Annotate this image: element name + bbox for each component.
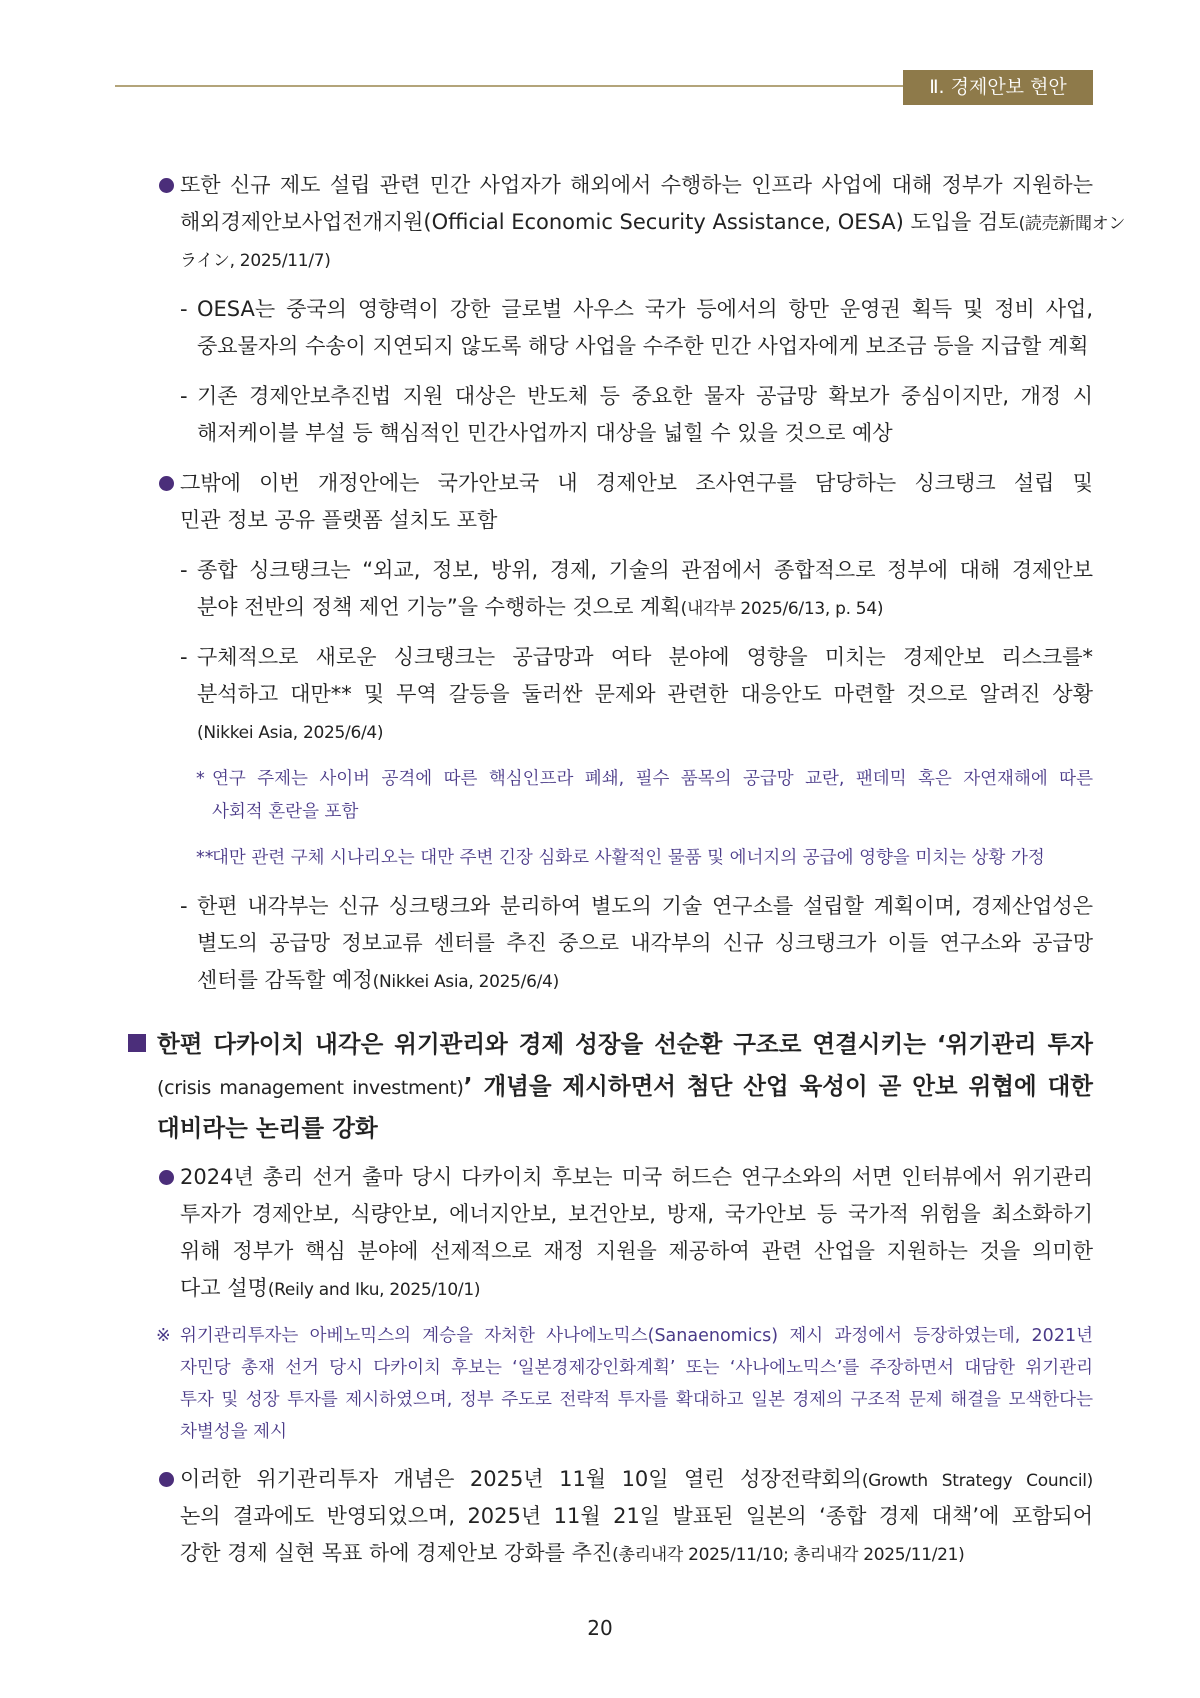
line-text: OESA는 중국의 영향력이 강한 글로벌 사우스 국가 등에서의 항만 운영권 획득 및 정비 사업, [197, 297, 1093, 321]
text-line [180, 167, 1093, 204]
line-text: 투자가 경제안보, 식량안보, 에너지안보, 보건안보, 방재, 국가안보 등 국가적 위험을 최소화하기 [180, 1202, 1093, 1226]
refnote-block [0, 1320, 1200, 1448]
text-line [197, 888, 1093, 925]
dash-block [0, 639, 1200, 750]
citation: ライン, 2025/11/7) [180, 251, 331, 271]
text-line [197, 676, 1093, 713]
line-text: 위기관리투자는 아베노믹스의 계승을 자처한 사나에노믹스(Sanaenomics) 제시 과정에서 등장하였는데, 2021년 [180, 1326, 1093, 1346]
text-line [180, 1159, 1093, 1196]
text-line [197, 713, 1093, 750]
text-line [197, 589, 1093, 626]
note-block [0, 763, 1200, 829]
citation: (Growth Strategy Council) [861, 1471, 1093, 1491]
text-line [157, 1023, 1093, 1065]
text-line [212, 763, 1093, 796]
line-text: 한편 다카이치 내각은 위기관리와 경제 성장을 선순환 구조로 연결시키는 ‘위기관리 투자 [157, 1030, 1093, 1058]
dash-block [0, 552, 1200, 626]
dash-block [0, 291, 1200, 365]
line-text: 또한 신규 제도 설립 관련 민간 사업자가 해외에서 수행하는 인프라 사업에 대해 정부가 지원하는 [180, 173, 1093, 197]
bullet-block [0, 1159, 1200, 1307]
text-line [180, 1233, 1093, 1270]
header-rule [115, 85, 905, 87]
citation: (crisis management investment) [157, 1077, 464, 1099]
line-text: 투자 및 성장 투자를 제시하였으며, 정부 주도로 전략적 투자를 확대하고 일본 경제의 구조적 문제 해결을 모색한다는 [180, 1390, 1093, 1410]
square-bullet-icon [128, 1034, 146, 1052]
text-line [197, 925, 1093, 962]
section-badge: Ⅱ. 경제안보 현안 [903, 70, 1093, 105]
bullet-dot-icon [159, 1472, 174, 1487]
text-line [180, 1320, 1093, 1352]
text-line [197, 328, 1093, 365]
line-text: 위해 정부가 핵심 분야에 선제적으로 재정 지원을 제공하여 관련 산업을 지원하는 것을 의미한 [180, 1239, 1093, 1263]
text-line [180, 502, 1093, 539]
text-line [180, 1416, 1093, 1448]
text-line [197, 378, 1093, 415]
text-line [212, 842, 1093, 875]
refnote-marker: ※ [156, 1326, 171, 1346]
text-line [180, 1498, 1093, 1535]
line-text: 한편 내각부는 신규 싱크탱크와 분리하여 별도의 기술 연구소를 설립할 계획이며, 경제산업성은 [197, 894, 1093, 918]
line-text: 다고 설명 [180, 1276, 268, 1300]
citation: (총리내각 2025/11/10; 총리내각 2025/11/21) [612, 1545, 965, 1565]
text-line [180, 465, 1093, 502]
line-text: 해외경제안보사업전개지원(Official Economic Security Assistance, OESA) 도입을 검토 [180, 210, 1019, 234]
dash-marker: - [180, 384, 188, 408]
text-line [197, 639, 1093, 676]
line-text: 연구 주제는 사이버 공격에 따른 핵심인프라 폐쇄, 필수 품목의 공급망 교란, 팬데믹 혹은 자연재해에 따른 [212, 769, 1093, 789]
dash-block [0, 378, 1200, 452]
citation: (Nikkei Asia, 2025/6/4) [372, 972, 559, 992]
bullet-block [0, 1461, 1200, 1572]
citation: (Reily and Iku, 2025/10/1) [267, 1280, 481, 1300]
line-text: 중요물자의 수송이 지연되지 않도록 해당 사업을 수주한 민간 사업자에게 보조금 등을 지급할 계획 [197, 334, 1089, 358]
dash-marker: - [180, 558, 188, 582]
bullet-dot-icon [159, 476, 174, 491]
line-text: 민관 정보 공유 플랫폼 설치도 포함 [180, 508, 498, 532]
line-text: 대만 관련 구체 시나리오는 대만 주변 긴장 심화로 사활적인 물품 및 에너지의 공급에 영향을 미치는 상황 가정 [212, 848, 1045, 868]
text-line [180, 204, 1126, 241]
line-text: 기존 경제안보추진법 지원 대상은 반도체 등 중요한 물자 공급망 확보가 중심이지만, 개정 시 [197, 384, 1093, 408]
text-line [180, 1461, 1093, 1498]
bullet-block [0, 167, 1200, 278]
bullet-dot-icon [159, 178, 174, 193]
page-number: 20 [587, 1616, 613, 1640]
line-text: 분석하고 대만** 및 무역 갈등을 둘러싼 문제와 관련한 대응안도 마련할 것으로 알려진 상황 [197, 682, 1093, 706]
text-line [197, 415, 1093, 452]
line-text: 2024년 총리 선거 출마 당시 다카이치 후보는 미국 허드슨 연구소와의 서면 인터뷰에서 위기관리 [180, 1165, 1093, 1189]
note-block [0, 842, 1200, 875]
dash-marker: - [180, 894, 188, 918]
heading-block [0, 1023, 1200, 1149]
text-line [180, 1384, 1093, 1416]
document-body [0, 167, 1200, 1572]
text-line [180, 1270, 1093, 1307]
line-text: 자민당 총재 선거 당시 다카이치 후보는 ‘일본경제강인화계획’ 또는 ‘사나에노믹스’를 주장하면서 대담한 위기관리 [180, 1358, 1093, 1378]
line-text: 구체적으로 새로운 싱크탱크는 공급망과 여타 분야에 영향을 미치는 경제안보 리스크를* [197, 645, 1093, 669]
dash-marker: - [180, 645, 188, 669]
line-text: 사회적 혼란을 포함 [212, 802, 359, 822]
line-text: 대비라는 논리를 강화 [157, 1114, 378, 1142]
line-text: 이러한 위기관리투자 개념은 2025년 11월 10일 열린 성장전략회의 [180, 1467, 862, 1491]
line-text: 해저케이블 부설 등 핵심적인 민간사업까지 대상을 넓힐 수 있을 것으로 예상 [197, 421, 893, 445]
text-line [157, 1107, 1093, 1149]
line-text: 그밖에 이번 개정안에는 국가안보국 내 경제안보 조사연구를 담당하는 싱크탱크 설립 및 [180, 471, 1093, 495]
text-line [212, 796, 1093, 829]
citation: (読売新聞オン [1018, 214, 1126, 234]
text-line [197, 552, 1093, 589]
text-line [180, 1535, 1093, 1572]
dash-block [0, 888, 1200, 999]
text-line [157, 1065, 1093, 1107]
text-line [180, 241, 1093, 278]
citation: (Nikkei Asia, 2025/6/4) [197, 723, 384, 743]
line-text: 별도의 공급망 정보교류 센터를 추진 중으로 내각부의 신규 싱크탱크가 이들 연구소와 공급망 [197, 931, 1093, 955]
bullet-dot-icon [159, 1170, 174, 1185]
citation: (내각부 2025/6/13, p. 54) [680, 599, 884, 619]
bullet-block [0, 465, 1200, 539]
line-text: 논의 결과에도 반영되었으며, 2025년 11월 21일 발표된 일본의 ‘종합 경제 대책’에 포함되어 [180, 1504, 1093, 1528]
line-text: ’ 개념을 제시하면서 첨단 산업 육성이 곧 안보 위협에 대한 [463, 1072, 1094, 1100]
note-marker: * [196, 769, 205, 789]
line-text: 분야 전반의 정책 제언 기능”을 수행하는 것으로 계획 [197, 595, 681, 619]
text-line [197, 962, 1093, 999]
text-line [197, 291, 1093, 328]
line-text: 종합 싱크탱크는 “외교, 정보, 방위, 경제, 기술의 관점에서 종합적으로 정부에 대해 경제안보 [197, 558, 1093, 582]
line-text: 센터를 감독할 예정 [197, 968, 373, 992]
dash-marker: - [180, 297, 188, 321]
note-marker: ** [196, 848, 214, 868]
line-text: 차별성을 제시 [180, 1422, 287, 1442]
text-line [180, 1196, 1093, 1233]
text-line [180, 1352, 1093, 1384]
line-text: 강한 경제 실현 목표 하에 경제안보 강화를 추진 [180, 1541, 613, 1565]
